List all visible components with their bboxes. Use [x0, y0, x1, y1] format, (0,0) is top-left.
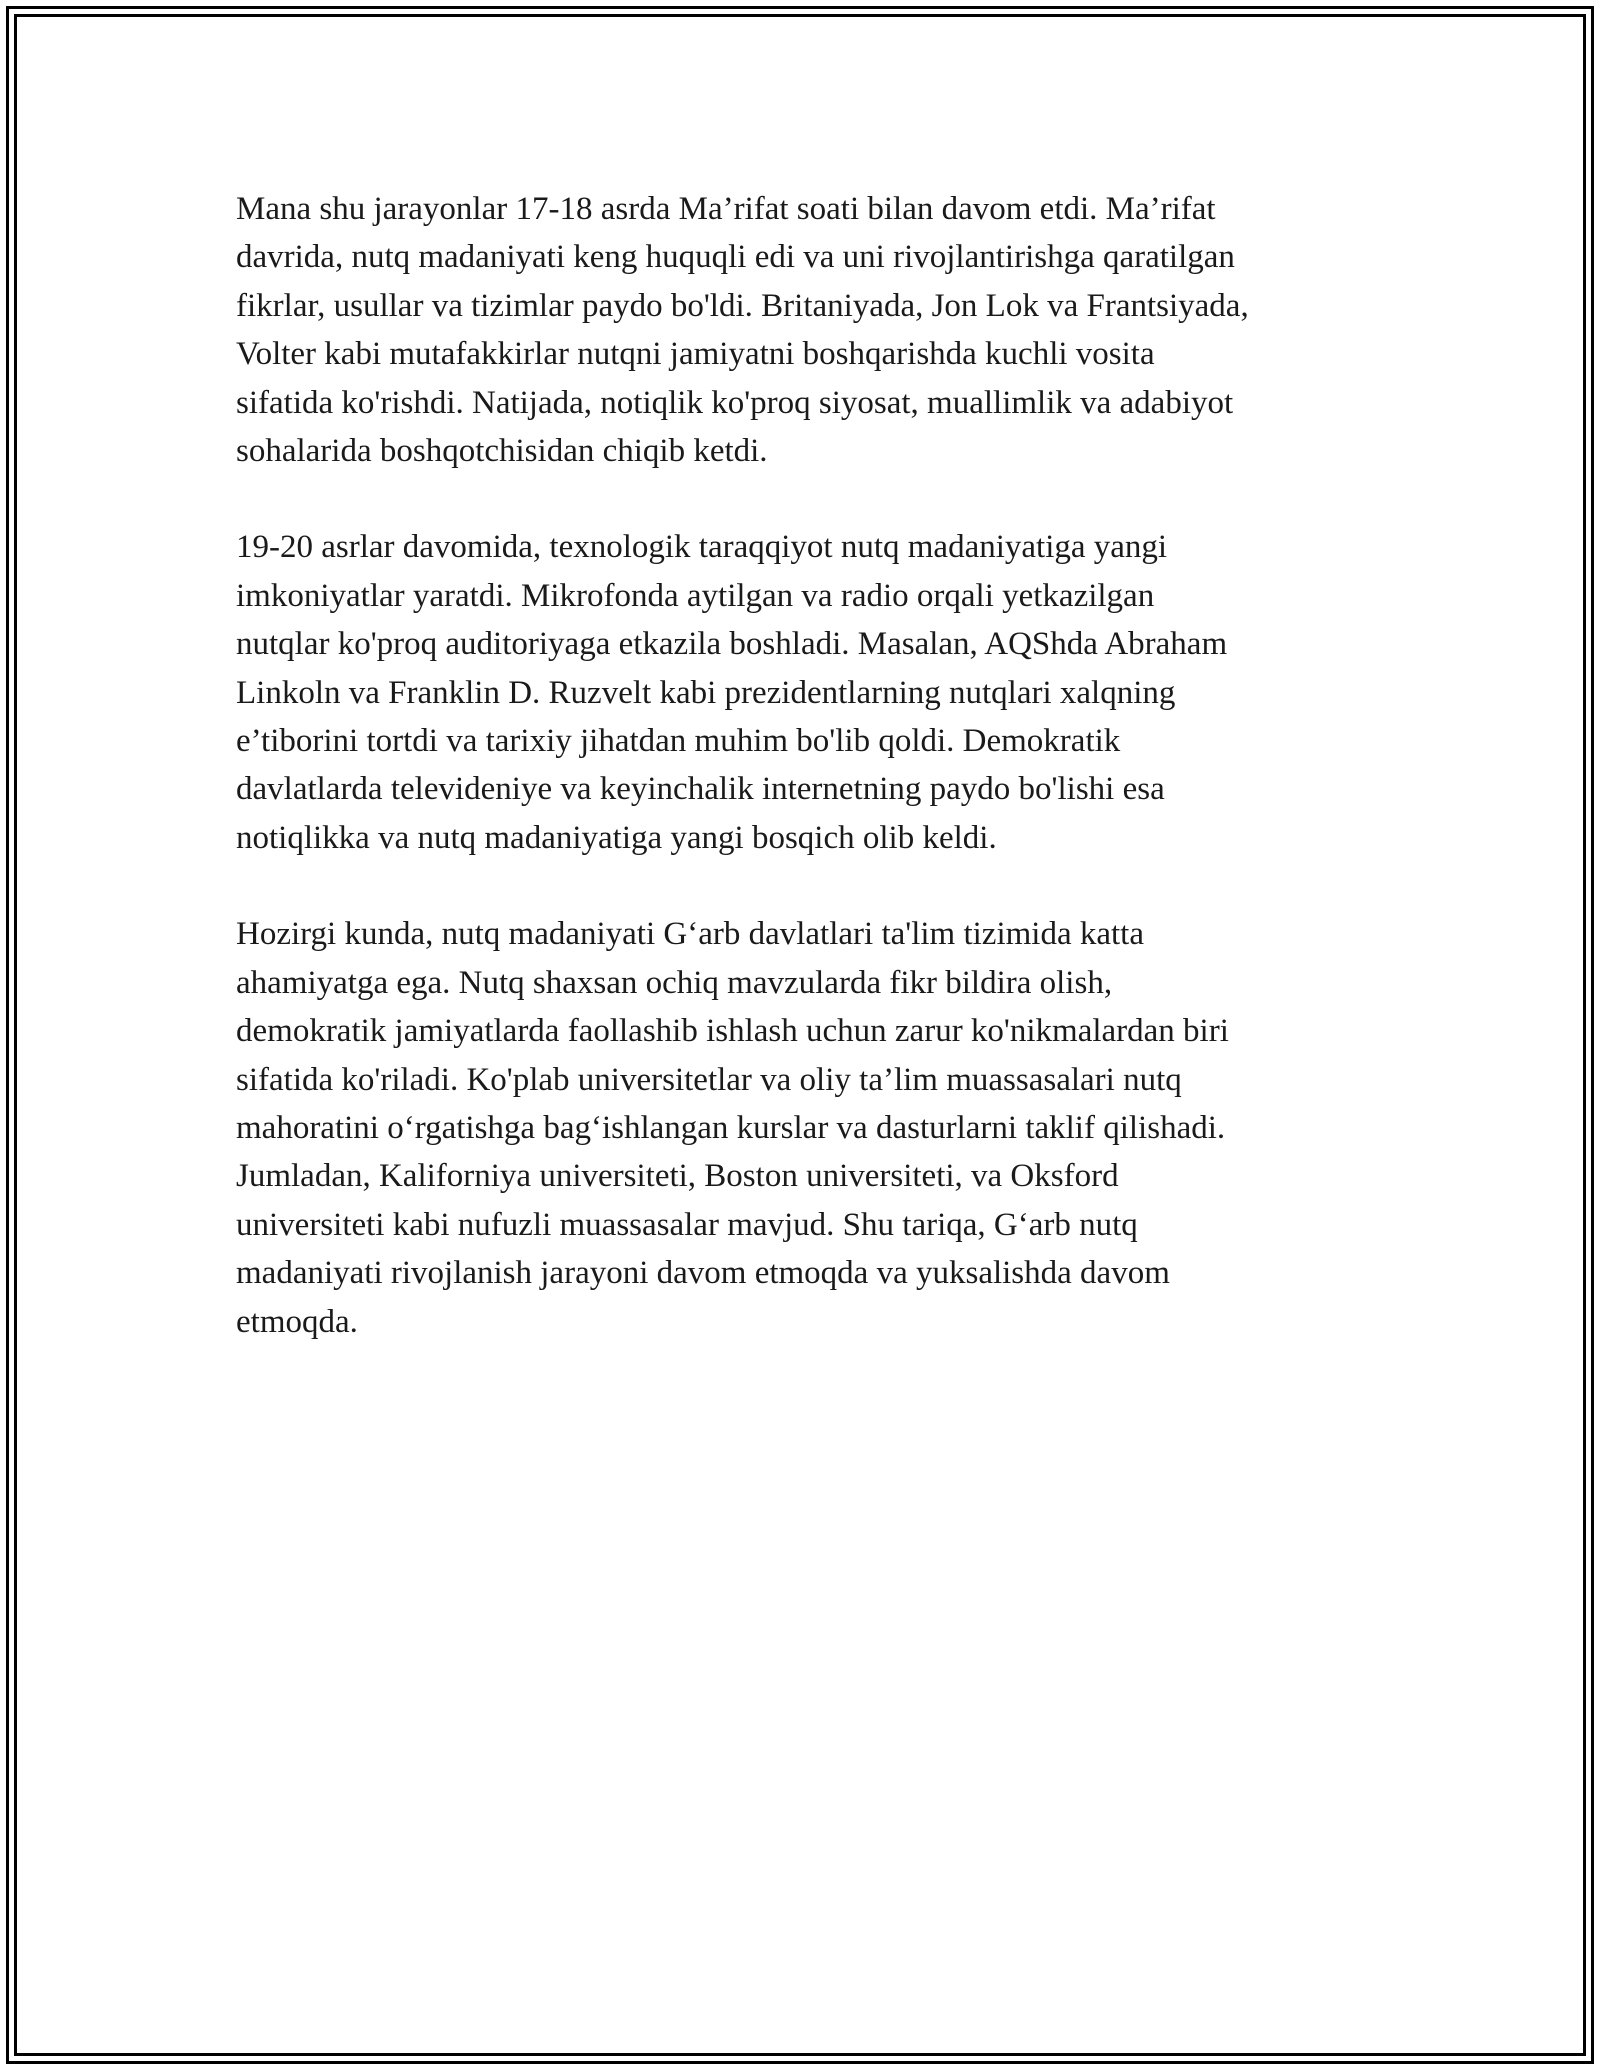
- paragraph-line: 19-20 asrlar davomida, texnologik taraqqiyot nutq madaniyatiga yangi: [236, 529, 1168, 566]
- paragraph-line: notiqlikka va nutq madaniyatiga yangi bosqich olib keldi.: [236, 819, 997, 856]
- paragraph-line: universiteti kabi nufuzli muassasalar mavjud. Shu tariqa, G‘arb nutq: [236, 1206, 1138, 1243]
- paragraph-line: Volter kabi mutafakkirlar nutqni jamiyatni boshqarishda kuchli vosita: [236, 336, 1155, 373]
- paragraph-line: nutqlar ko'proq auditoriyaga etkazila boshladi. Masalan, AQShda Abraham: [236, 626, 1228, 663]
- paragraph-line: Mana shu jarayonlar 17-18 asrda Ma’rifat soati bilan davom etdi. Ma’rifat: [236, 191, 1216, 227]
- paragraph-line: davrida, nutq madaniyati keng huquqli edi va uni rivojlantirishga qaratilgan: [236, 239, 1235, 276]
- paragraph-line: sifatida ko'riladi. Ko'plab universitetlar va oliy ta’lim muassasalari nutq: [236, 1061, 1182, 1098]
- paragraph-line: etmoqda.: [236, 1303, 358, 1340]
- paragraph-line: Linkoln va Franklin D. Ruzvelt kabi prezidentlarning nutqlari xalqning: [236, 674, 1176, 711]
- paragraph-line: imkoniyatlar yaratdi. Mikrofonda aytilgan va radio orqali yetkazilgan: [236, 577, 1155, 614]
- paragraph-line: fikrlar, usullar va tizimlar paydo bo'ldi. Britaniyada, Jon Lok va Frantsiyada,: [236, 287, 1249, 324]
- paragraph-line: sohalarida boshqotchisidan chiqib ketdi.: [236, 433, 768, 470]
- document-body: [236, 185, 1376, 1394]
- paragraph-line: Jumladan, Kaliforniya universiteti, Boston universiteti, va Oksford: [236, 1158, 1119, 1195]
- paragraph-line: demokratik jamiyatlarda faollashib ishlash uchun zarur ko'nikmalardan biri: [236, 1013, 1229, 1050]
- paragraph-line: sifatida ko'rishdi. Natijada, notiqlik ko'proq siyosat, muallimlik va adabiyot: [236, 384, 1234, 421]
- paragraph-1: [236, 185, 1376, 475]
- paragraph-line: Hozirgi kunda, nutq madaniyati G‘arb davlatlari ta'lim tizimida katta: [236, 916, 1144, 953]
- paragraph-line: madaniyati rivojlanish jarayoni davom etmoqda va yuksalishda davom: [236, 1255, 1170, 1292]
- paragraph-line: davlatlarda televideniye va keyinchalik internetning paydo bo'lishi esa: [236, 771, 1165, 808]
- paragraph-2: [236, 523, 1376, 862]
- paragraph-line: e’tiborini tortdi va tarixiy jihatdan muhim bo'lib qoldi. Demokratik: [236, 723, 1121, 760]
- paragraph-line: mahoratini o‘rgatishga bag‘ishlangan kurslar va dasturlarni taklif qilishadi.: [236, 1109, 1226, 1146]
- paragraph-line: ahamiyatga ega. Nutq shaxsan ochiq mavzularda fikr bildira olish,: [236, 964, 1113, 1001]
- paragraph-3: [236, 910, 1376, 1346]
